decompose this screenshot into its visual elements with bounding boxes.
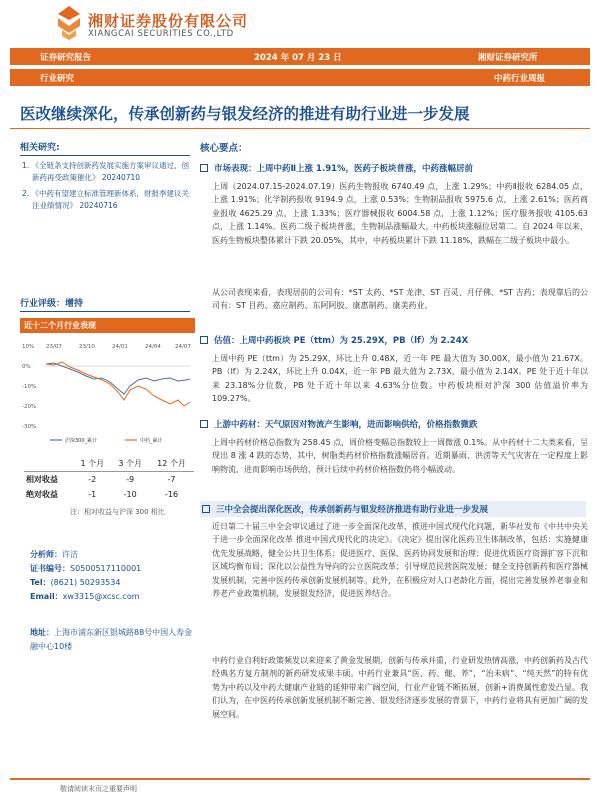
section-upstream-para: 上周中药材价格总指数为 258.45 点，周价格变幅总指数较上一周微涨 0.1%。从中药材十二大类来看，呈现出 8 涨 4 跌的态势，其中，树脂类药材价格指数涨幅居首。近期暴雨、洪涝等天气灾害在一定程度上影响物流，进而影响市场供给，预计后续中药材价格指数仍将小幅波动。 <box>212 438 588 474</box>
x-tick-label: 24/07 <box>175 344 191 350</box>
table-cell: -7 <box>167 475 176 484</box>
section-market-para1: 上周（2024.07.15-2024.07.19）医药生物报收 6740.49 点，上涨 1.29%；中药Ⅱ报收 6284.05 点，上涨 1.91%；化学制药报收 9194.9 点，上涨 0.53%；生物制品报收 5975.6 点，上涨 2.61%；医药商业报收 4625.29 点，上涨 1.33%；医疗器械报收 6004.58 点，上涨 1.12%；医疗服务报收 4105.63 点，上涨 1.14%。医药二级子板块普涨，生物制品涨幅最大，中药板块涨幅位居第二。自 2024 年以来，医药生物板块整体累计下跌 20.05%，其中，中药板块累计下跌 11.18%，跌幅在二级子板块中最小。 <box>212 182 588 245</box>
email-label: Email： <box>30 592 63 601</box>
analyst-info <box>30 548 200 604</box>
title-divider <box>10 128 590 129</box>
address-info <box>30 626 200 654</box>
tel-number: (8621) 50293534 <box>50 578 121 587</box>
analyst-name: 许洁 <box>62 550 78 559</box>
y-tick-label: -10% <box>22 384 37 390</box>
logo-mark-icon <box>58 6 80 40</box>
footer-divider <box>10 778 590 780</box>
related-item[interactable]: 1. 《全链条支持创新药发展实施方案审议通过，创新药再受政策催化》 20240710 <box>22 161 190 182</box>
table-row <box>24 472 194 488</box>
y-tick-label: -20% <box>22 404 37 410</box>
core-heading: 核心要点： <box>200 143 248 154</box>
tel-label: Tel： <box>30 578 51 587</box>
related-research <box>20 140 190 212</box>
table-header-cell: 3 个月 <box>111 456 149 472</box>
section-policy-para2: 中药行业自利好政策频发以来迎来了黄金发展期，创新与传承并重，行业研发热情高涨，中药创新药及古代经典名方复方制剂的新药研发成果丰硕。中药行业兼具“医、药、健、养”，“治未病”、“纯天然”的特有优势为中药以及中药大健康产业链的延伸带来广阔空间，行业产业链不断拓展，创新+消费属性愈发凸显。我们认为，在中医药传承创新发展机制不断完善、银发经济逐步发展的背景下，中药行业将具有更加广阔的发展空间。 <box>212 656 588 719</box>
x-tick-label: 24/01 <box>112 344 128 350</box>
company-name-cn: 湘财证券股份有限公司 <box>88 12 249 30</box>
research-category: 行业研究 <box>40 74 75 84</box>
report-type: 证券研究报告 <box>40 53 92 63</box>
related-item[interactable]: 2. 《中药有望建立标准管理新体系，财报季建议关注业绩情况》 20240716 <box>22 189 190 210</box>
table-cell: -10 <box>123 490 137 499</box>
table-header-cell: 1 个月 <box>73 456 111 472</box>
section-policy-para1: 近日第二十届三中全会审议通过了进一步全面深化改革、推进中国式现代化问题，新华社发布《中共中央关于进一步全面深化改革 推进中国式现代化的决定》。《决定》提出深化医药卫生体制改革，包括：实施健康优先发展战略，健全公共卫生体系；促进医疗、医保、医药协同发展和治理；促进优质医疗资源扩容下沉和区域均衡布局；深化以公益性为导向的公立医院改革；引导规范民营医院发展；健全支持创新药和医疗器械发展机制，完善中医药传承创新发展机制等。此外，在积极应对人口老龄化方面，提出完善发展养老事业和养老产业政策机制，发展银发经济，促进医养结合。 <box>212 522 588 599</box>
header-band-top <box>10 48 590 65</box>
legend-tcm: 中药_累计 <box>140 438 163 444</box>
perf-chart-heading: 近十二个月行业表现 <box>20 318 195 333</box>
core-points <box>200 140 586 154</box>
perf-table <box>24 456 194 502</box>
bullet-box-icon <box>202 505 210 513</box>
section-market-title: 市场表现：上周中药Ⅱ上涨 1.91%，医药子板块普涨，中药涨幅居前 <box>200 162 586 174</box>
perf-chart <box>20 334 195 452</box>
email-link[interactable]: xw3315@xcsc.com <box>62 592 140 601</box>
company-name-en: XIANGCAI SECURITIES CO.,LTD <box>88 29 234 39</box>
table-cell: -9 <box>126 475 135 484</box>
cert-label: 证书编号： <box>30 564 70 573</box>
cert-number: S0500517110001 <box>70 564 142 573</box>
row-label: 相对收益 <box>26 475 58 484</box>
table-header-row <box>24 456 194 472</box>
related-heading: 相关研究: <box>20 140 190 156</box>
industry-rating: 行业评级：增持 <box>20 296 190 312</box>
y-tick-label: -30% <box>22 424 37 430</box>
x-tick-label: 23/07 <box>46 344 62 350</box>
row-label: 绝对收益 <box>26 490 58 499</box>
table-header-cell <box>24 456 73 472</box>
section-policy-title: 三中全会提出深化医改，传承创新药与银发经济推进有助行业进一步发展 <box>200 501 586 517</box>
y-tick-label: 0% <box>22 364 31 370</box>
table-cell: -2 <box>88 475 97 484</box>
y-tick-label: 10% <box>22 344 35 350</box>
institute-name: 湘财证券研究所 <box>478 53 538 63</box>
x-tick-label: 23/10 <box>79 344 95 350</box>
report-series: 中药行业周报 <box>494 74 546 84</box>
table-cell: -16 <box>165 490 179 499</box>
section-valuation-para: 上周中药 PE（ttm）为 25.29X，环比上升 0.48X，近一年 PE 最大值为 30.00X，最小值为 21.67X。PB（lf）为 2.24X，环比上升 0.04X，近一年 PB 最大值为 2.73X，最小值为 2.14X。PE 处于近十年以来 23.18%分位数，PB 处于近十年以来 4.63%分位数。中药板块相对沪深 300 估值溢价率为 109.27%。 <box>212 354 588 404</box>
legend-hs300: 沪深300_累计 <box>65 438 98 444</box>
table-row <box>24 487 194 502</box>
analyst-name-label: 分析师： <box>30 550 62 559</box>
bullet-box-icon <box>200 420 208 428</box>
header-band-bottom <box>10 69 590 86</box>
report-date: 2024 年 07 月 23 日 <box>254 53 342 63</box>
footer-disclaimer[interactable]: 敬请阅读末页之重要声明 <box>60 785 137 793</box>
bullet-box-icon <box>200 164 208 172</box>
table-header-cell: 12 个月 <box>149 456 194 472</box>
address-label: 地址： <box>30 628 54 637</box>
section-market-para2: 从公司表现来看，表现居前的公司有：*ST 太药、*ST 龙津、ST 百灵、月仔佛、*ST 吉药；表现靠后的公司有：ST 目药、嘉应制药、东阿阿胶、康惠制药、康美药业。 <box>212 288 588 311</box>
x-tick-label: 24/04 <box>145 344 161 350</box>
section-upstream-title: 上游中药材：天气原因对物流产生影响，进而影响供给，价格指数微跌 <box>200 418 586 430</box>
bullet-box-icon <box>200 336 208 344</box>
section-valuation-title: 估值：上周中药板块 PE（ttm）为 25.29X，PB（lf）为 2.24X <box>200 334 586 346</box>
company-logo <box>44 6 304 42</box>
report-title: 医改继续深化，传承创新药与银发经济的推进有助行业进一步发展 <box>20 105 470 123</box>
perf-note: 注：相对收益与沪深 300 相比 <box>70 508 165 516</box>
table-cell: -1 <box>88 490 97 499</box>
address-text: 上海市浦东新区银城路88号中国人寿金融中心10楼 <box>30 628 193 651</box>
